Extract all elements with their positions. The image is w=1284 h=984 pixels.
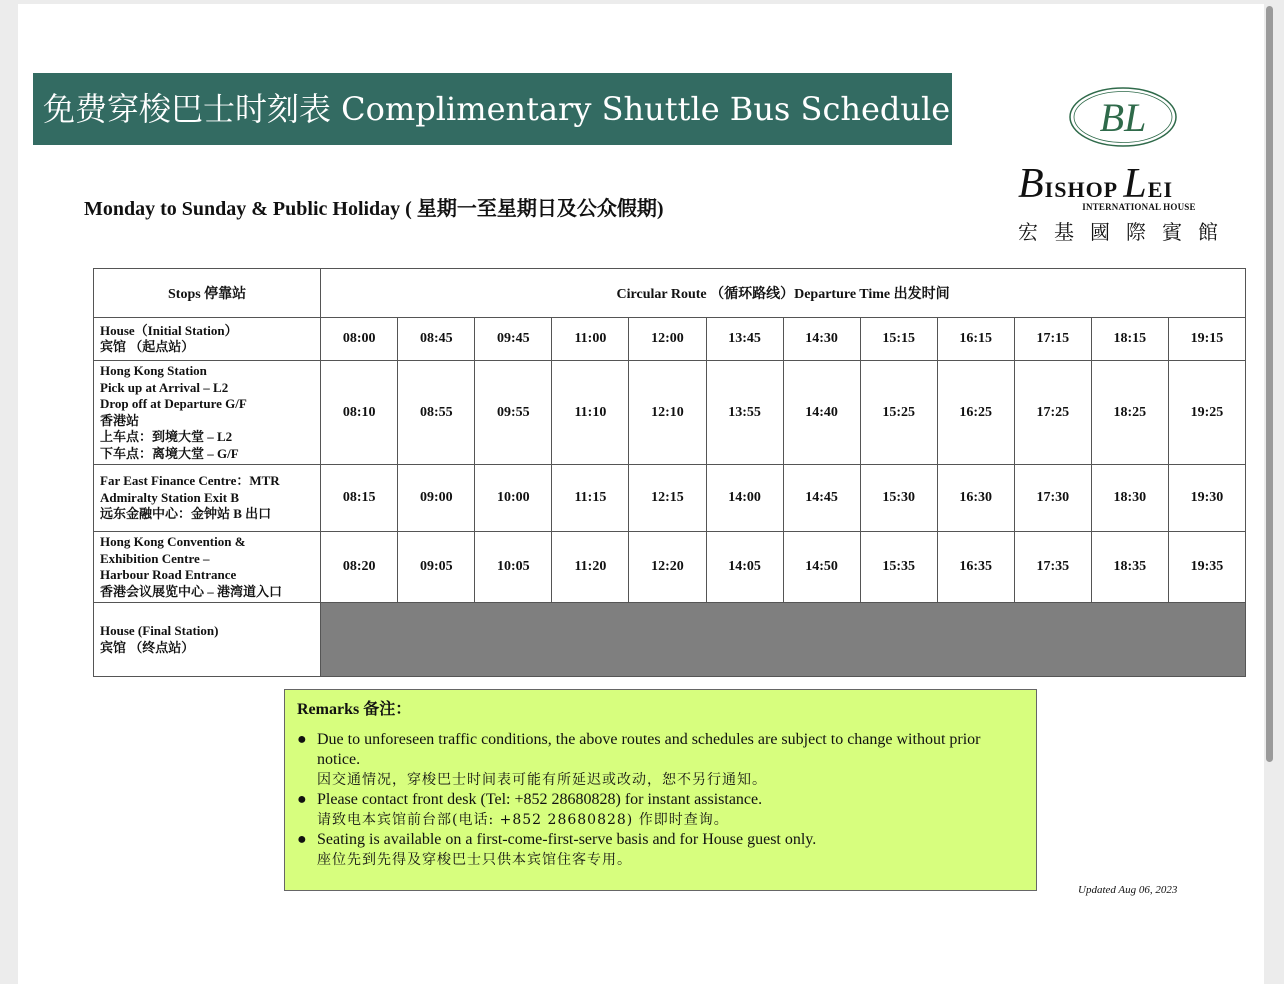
departure-time-cell: 18:15: [1091, 318, 1168, 361]
departure-time-cell: 08:10: [321, 361, 398, 465]
remarks-title: Remarks 备注：: [297, 701, 412, 718]
table-row: [94, 532, 1246, 603]
departure-time-cell: 15:15: [860, 318, 937, 361]
remark-item: [297, 730, 1024, 790]
stop-name-line: 上车点：到境大堂 – L2: [100, 429, 233, 444]
stop-name-line: 下车点：离境大堂 – G/F: [100, 445, 239, 461]
stop-name-line: Harbour Road Entrance: [100, 567, 237, 582]
departure-time-cell: 16:15: [937, 318, 1014, 361]
logo-name: [1018, 160, 1230, 208]
logo-monogram: BL: [1099, 95, 1147, 140]
departure-time-cell: 14:50: [783, 532, 860, 603]
departure-time-cell: 09:00: [398, 465, 475, 532]
departure-time-cell: 08:45: [398, 318, 475, 361]
bullet-icon: ●: [297, 791, 307, 808]
departure-time-cell: 12:00: [629, 318, 706, 361]
stop-name-line: Far East Finance Centre：MTR: [100, 473, 280, 489]
logo-initial-l: L: [1123, 161, 1148, 207]
departure-time-cell: 18:25: [1091, 361, 1168, 465]
departure-time-cell: 10:00: [475, 465, 552, 532]
departure-time-cell: 14:40: [783, 361, 860, 465]
remark-text-en: Please contact front desk (Tel: +852 28680828) for instant assistance.: [317, 791, 763, 808]
departure-time-cell: 11:20: [552, 532, 629, 603]
logo-chinese-name: 宏基國際賓館: [1018, 220, 1234, 244]
stop-name-cell: [94, 361, 321, 465]
departure-time-cell: 09:05: [398, 532, 475, 603]
departure-time-cell: 14:45: [783, 465, 860, 532]
stop-name-line: Pick up at Arrival – L2: [100, 379, 229, 395]
departure-time-cell: 11:00: [552, 318, 629, 361]
no-departure-cell: [321, 603, 1246, 677]
departure-time-cell: 12:15: [629, 465, 706, 532]
departure-time-cell: 19:30: [1168, 465, 1245, 532]
departure-time-cell: 19:15: [1168, 318, 1245, 361]
departure-time-cell: 15:30: [860, 465, 937, 532]
stop-name-line: 远东金融中心：金钟站 B 出口: [100, 506, 272, 522]
departure-time-cell: 08:55: [398, 361, 475, 465]
header-stops: Stops 停靠站: [94, 269, 321, 318]
departure-time-cell: 11:15: [552, 465, 629, 532]
departure-time-cell: 18:35: [1091, 532, 1168, 603]
bullet-icon: ●: [297, 831, 307, 848]
departure-time-cell: 12:10: [629, 361, 706, 465]
departure-time-cell: 15:25: [860, 361, 937, 465]
table-row: [94, 361, 1246, 465]
stop-name-line: 宾馆 （终点站）: [100, 639, 195, 655]
stop-name-cell: [94, 465, 321, 532]
departure-time-cell: 16:35: [937, 532, 1014, 603]
bullet-icon: ●: [297, 731, 307, 748]
stop-name-line: Hong Kong Convention &: [100, 534, 246, 549]
logo-name-part-1: ISHOP: [1044, 177, 1124, 202]
stop-name-line: Exhibition Centre –: [100, 550, 210, 566]
remark-item: [297, 830, 1024, 870]
remark-text-cn: 座位先到先得及穿梭巴士只供本宾馆住客专用。: [317, 852, 632, 868]
stop-name-line: Admiralty Station Exit B: [100, 489, 240, 505]
departure-time-cell: 14:00: [706, 465, 783, 532]
departure-time-cell: 17:30: [1014, 465, 1091, 532]
departure-time-cell: 08:20: [321, 532, 398, 603]
stop-name-line: Hong Kong Station: [100, 363, 207, 378]
bishop-lei-logo-emblem: [1068, 86, 1178, 148]
departure-time-cell: 10:05: [475, 532, 552, 603]
departure-time-cell: 09:55: [475, 361, 552, 465]
departure-time-cell: 15:35: [860, 532, 937, 603]
stop-name-cell: [94, 603, 321, 677]
updated-date: Updated Aug 06, 2023: [1078, 884, 1178, 896]
logo-initial-b: B: [1018, 161, 1045, 207]
departure-time-cell: 16:25: [937, 361, 1014, 465]
stop-name-line: House (Final Station): [100, 623, 219, 638]
stop-name-line: House（Initial Station）: [100, 322, 238, 338]
remark-text-cn: 因交通情况，穿梭巴士时间表可能有所延迟或改动，恕不另行通知。: [317, 772, 767, 788]
remark-text-en: Seating is available on a first-come-first-serve basis and for House guest only.: [317, 831, 817, 848]
stop-name-line: 宾馆 （起点站）: [100, 339, 195, 354]
logo-name-part-2: EI: [1147, 177, 1174, 202]
departure-time-cell: 17:15: [1014, 318, 1091, 361]
departure-time-cell: 09:45: [475, 318, 552, 361]
table-row: [94, 465, 1246, 532]
stop-name-cell: [94, 532, 321, 603]
departure-time-cell: 08:15: [321, 465, 398, 532]
departure-time-cell: 18:30: [1091, 465, 1168, 532]
stop-name-line: 香港会议展览中心 – 港湾道入口: [100, 583, 283, 599]
departure-time-cell: 19:35: [1168, 532, 1245, 603]
stop-name-line: Drop off at Departure G/F: [100, 396, 247, 411]
bishop-lei-wordmark: [1018, 160, 1234, 245]
remarks-box: [284, 689, 1037, 891]
departure-time-cell: 12:20: [629, 532, 706, 603]
schedule-table: [93, 268, 1246, 677]
logo-subtitle: INTERNATIONAL HOUSE: [1082, 202, 1196, 212]
stop-name-line: 香港站: [100, 412, 140, 428]
departure-time-cell: 08:00: [321, 318, 398, 361]
schedule-subtitle: Monday to Sunday & Public Holiday ( 星期一至星期日及公众假期): [84, 198, 664, 220]
remark-text-en: Due to unforeseen traffic conditions, the above routes and schedules are subject to change without prior notice.: [317, 731, 981, 768]
departure-time-cell: 13:45: [706, 318, 783, 361]
remark-text-cn: 请致电本宾馆前台部(电话: +852 28680828) 作即时查询。: [317, 812, 729, 828]
departure-time-cell: 17:35: [1014, 532, 1091, 603]
header-departure-time: Circular Route （循环路线）Departure Time 出发时间: [321, 269, 1246, 318]
departure-time-cell: 17:25: [1014, 361, 1091, 465]
departure-time-cell: 19:25: [1168, 361, 1245, 465]
departure-time-cell: 14:30: [783, 318, 860, 361]
departure-time-cell: 13:55: [706, 361, 783, 465]
scrollbar[interactable]: [1266, 6, 1273, 762]
departure-time-cell: 11:10: [552, 361, 629, 465]
remark-item: [297, 790, 1024, 830]
table-row: [94, 318, 1246, 361]
page-title: 免费穿梭巴士时刻表 Complimentary Shuttle Bus Schedule: [33, 73, 952, 145]
stop-name-cell: [94, 318, 321, 361]
departure-time-cell: 16:30: [937, 465, 1014, 532]
table-row: [94, 603, 1246, 677]
remarks-list: [297, 730, 1024, 870]
departure-time-cell: 14:05: [706, 532, 783, 603]
